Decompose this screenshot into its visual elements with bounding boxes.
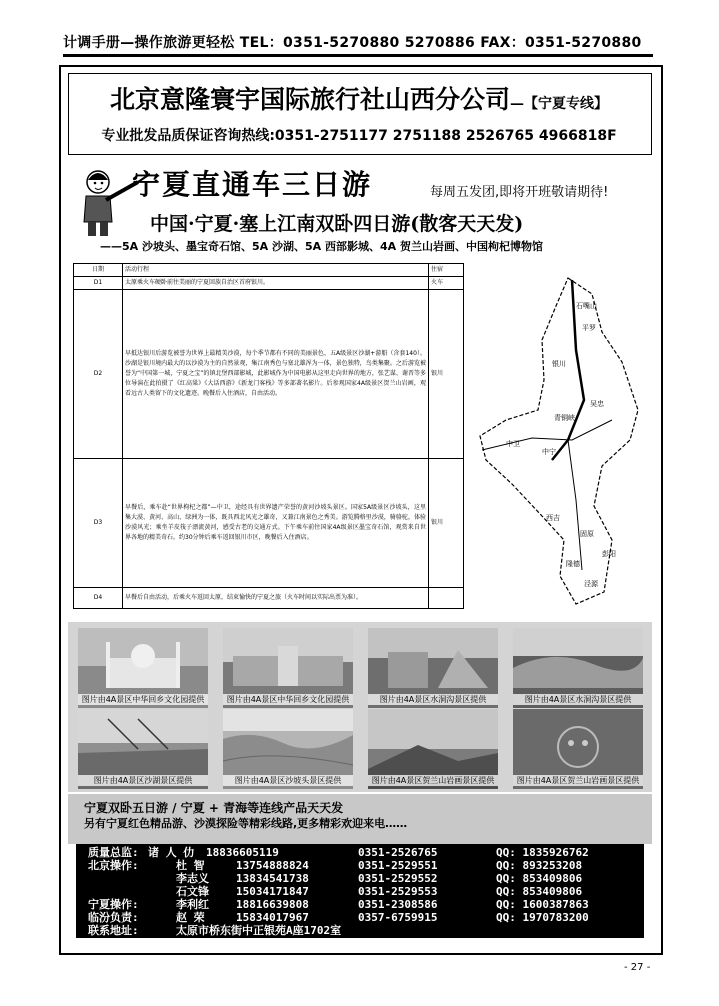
contact-tel: 0351-2529553 bbox=[358, 885, 438, 898]
map-label: 隆德 bbox=[566, 560, 580, 568]
table-row bbox=[74, 277, 464, 290]
attractions-list: ——5A 沙坡头、墨宝奇石馆、5A 沙湖、5A 西部影城、4A 贺兰山岩画、中国枸杞博物馆 bbox=[100, 240, 543, 253]
itinerary-header-row bbox=[74, 264, 464, 277]
contact-tel: 0351-2526765 bbox=[358, 846, 438, 859]
contact-name: 李利红 bbox=[176, 898, 209, 911]
contact-mobile: 18836605119 bbox=[206, 846, 279, 859]
photo-shapotou bbox=[223, 709, 353, 789]
contact-qq: QQ: 1600387863 bbox=[496, 898, 589, 911]
address-label: 联系地址: bbox=[88, 924, 139, 937]
header-day: 日期 bbox=[74, 264, 123, 277]
contact-tel: 0351-2529551 bbox=[358, 859, 438, 872]
contact-qq: QQ: 853409806 bbox=[496, 885, 583, 898]
map-label: 中宁 bbox=[542, 448, 556, 456]
contact-qq: QQ: 893253208 bbox=[496, 859, 583, 872]
row-day: D2 bbox=[74, 290, 123, 459]
contact-tel: 0351-2308586 bbox=[358, 898, 438, 911]
table-row bbox=[74, 459, 464, 588]
table-row bbox=[74, 290, 464, 459]
contact-name: 李志义 bbox=[176, 872, 209, 885]
map-label: 银川 bbox=[552, 360, 566, 368]
row-stay: 火车 bbox=[429, 277, 464, 290]
row-desc: 早餐后自由活动，后乘火车返回太原，结束愉快的宁夏之旅（火车时间以实际出票为准）。 bbox=[123, 588, 429, 609]
contact-name: 赵 荣 bbox=[176, 911, 205, 924]
row-stay bbox=[429, 588, 464, 609]
contact-mobile: 18816639808 bbox=[236, 898, 309, 911]
contact-name: 杜 智 bbox=[176, 859, 205, 872]
address-value: 太原市桥东街中正银苑A座1702室 bbox=[176, 924, 342, 937]
map-label: 固原 bbox=[580, 530, 594, 538]
contact-role: 质量总监: bbox=[88, 846, 139, 859]
photo-helanshan-1 bbox=[368, 709, 498, 789]
photo-gallery bbox=[68, 622, 652, 792]
contact-role: 北京操作: bbox=[88, 859, 139, 872]
map-label: 中卫 bbox=[506, 440, 520, 448]
photo-caption: 图片由4A景区水洞沟景区提供 bbox=[513, 694, 643, 705]
tour-title: 宁夏直通车三日游 bbox=[132, 168, 373, 201]
map-label: 彭阳 bbox=[602, 550, 616, 558]
contact-qq: QQ: 1835926762 bbox=[496, 846, 589, 859]
promo-line-1: 宁夏双卧五日游 / 宁夏 + 青海等连线产品天天发 bbox=[84, 801, 344, 815]
contact-panel bbox=[76, 844, 644, 938]
photo-shuidonggou-2 bbox=[513, 628, 643, 708]
company-name bbox=[72, 80, 646, 116]
header-activity: 活动行程 bbox=[123, 264, 429, 277]
contact-mobile: 13754888824 bbox=[236, 859, 309, 872]
company-tag: —【宁夏专线】 bbox=[510, 96, 608, 112]
promo-line-2: 另有宁夏红色精品游、沙漠探险等精彩线路,更多精彩欢迎来电…… bbox=[84, 817, 408, 830]
contact-role: 宁夏操作: bbox=[88, 898, 139, 911]
contact-role: 临汾负责: bbox=[88, 911, 139, 924]
contact-qq: QQ: 853409806 bbox=[496, 872, 583, 885]
photo-caption: 图片由4A景区贺兰山岩画景区提供 bbox=[513, 775, 643, 786]
contact-tel: 0351-2529552 bbox=[358, 872, 438, 885]
map-label: 西吉 bbox=[546, 514, 560, 522]
tour-subtitle: 中国·宁夏·塞上江南双卧四日游(散客天天发) bbox=[150, 213, 524, 235]
contact-tel: 0357-6759915 bbox=[358, 911, 438, 924]
map-label: 泾源 bbox=[584, 580, 598, 588]
photo-helanshan-2 bbox=[513, 709, 643, 789]
row-day: D3 bbox=[74, 459, 123, 588]
ningxia-map bbox=[472, 270, 652, 610]
row-day: D1 bbox=[74, 277, 123, 290]
row-stay: 银川 bbox=[429, 459, 464, 588]
row-stay: 银川 bbox=[429, 290, 464, 459]
photo-shuidonggou-1 bbox=[368, 628, 498, 708]
page-number: - 27 - bbox=[624, 962, 651, 973]
map-label: 平罗 bbox=[582, 324, 596, 332]
photo-caption: 图片由4A景区中华回乡文化园提供 bbox=[78, 694, 208, 705]
row-desc: 早抵达银川后游览被誉为世界上最精美沙漠，每个季节都有不同的美丽景色，五A级景区沙湖+游船（含套140）。沙湖是银川境内最大的以沙漠为主的自然景观，集江南秀色与塞北雄浑为一体，景色独特，鸟类集聚。之后游览被誉为“中国第一城，宁夏之宝”的镇北堡西部影城，此影城作为中国电影从这里走向世界的地方，张艺谋、谢晋等多位导演在此拍摄了《红高粱》《大话西游》《新龙门客栈》等多部著名影片。后参观国家4A级景区贺兰山岩画，观看远古人类留下的文化遗迹。晚餐后入住酒店，自由活动。 bbox=[123, 290, 429, 459]
map-label: 吴忠 bbox=[590, 400, 604, 408]
map-label: 青铜峡 bbox=[554, 414, 575, 422]
photo-caption: 图片由4A景区贺兰山岩画景区提供 bbox=[368, 775, 498, 786]
contact-name: 石文锋 bbox=[176, 885, 209, 898]
contact-name: 诸 人 仂 bbox=[148, 846, 195, 859]
company-name-text: 北京意隆寰宇国际旅行社山西分公司 bbox=[109, 85, 510, 114]
photo-caption: 图片由4A景区中华回乡文化园提供 bbox=[223, 694, 353, 705]
photo-caption: 图片由4A景区沙湖景区提供 bbox=[78, 775, 208, 786]
table-row bbox=[74, 588, 464, 609]
row-desc: 太原乘火车硬卧前往美丽的宁夏回族自治区首府银川。 bbox=[123, 277, 429, 290]
map-label: 石嘴山 bbox=[576, 302, 597, 310]
photo-caption: 图片由4A景区水洞沟景区提供 bbox=[368, 694, 498, 705]
photo-caption: 图片由4A景区沙坡头景区提供 bbox=[223, 775, 353, 786]
itinerary-table bbox=[73, 263, 464, 609]
row-day: D4 bbox=[74, 588, 123, 609]
photo-cultural-park bbox=[223, 628, 353, 708]
hotline: 专业批发品质保证咨询热线:0351-2751177 2751188 2526765 4966818F bbox=[101, 128, 617, 144]
contact-mobile: 15034171847 bbox=[236, 885, 309, 898]
contact-mobile: 15834017967 bbox=[236, 911, 309, 924]
photo-shahu bbox=[78, 709, 208, 789]
header-stay: 住宿 bbox=[429, 264, 464, 277]
top-header: 计调手册—操作旅游更轻松 TEL：0351-5270880 5270886 FAX：0351-5270880 bbox=[63, 32, 653, 57]
contact-qq: QQ: 1970783200 bbox=[496, 911, 589, 924]
contact-mobile: 13834541738 bbox=[236, 872, 309, 885]
photo-mosque bbox=[78, 628, 208, 708]
row-desc: 早餐后，乘车赴“世界枸杞之都”—中卫，途经具有世界遗产荣誉的黄河沙坡头景区。国家5A级景区沙坡头，这里集大漠、黄河、高山、绿洲为一体，既具西北风光之雄奇，又兼江南景色之秀美。游览腾格里沙漠，骑骆驼，体验沙漠风光；乘坐羊皮筏子漂流黄河，感受古老的交通方式。下午乘车前往国家4A级景区墨宝奇石馆，观赏来自世界各地的精美奇石。约30分钟后乘车返回银川市区，晚餐后入住酒店。 bbox=[123, 459, 429, 588]
tour-note: 每周五发团,即将开班敬请期待! bbox=[430, 185, 609, 200]
